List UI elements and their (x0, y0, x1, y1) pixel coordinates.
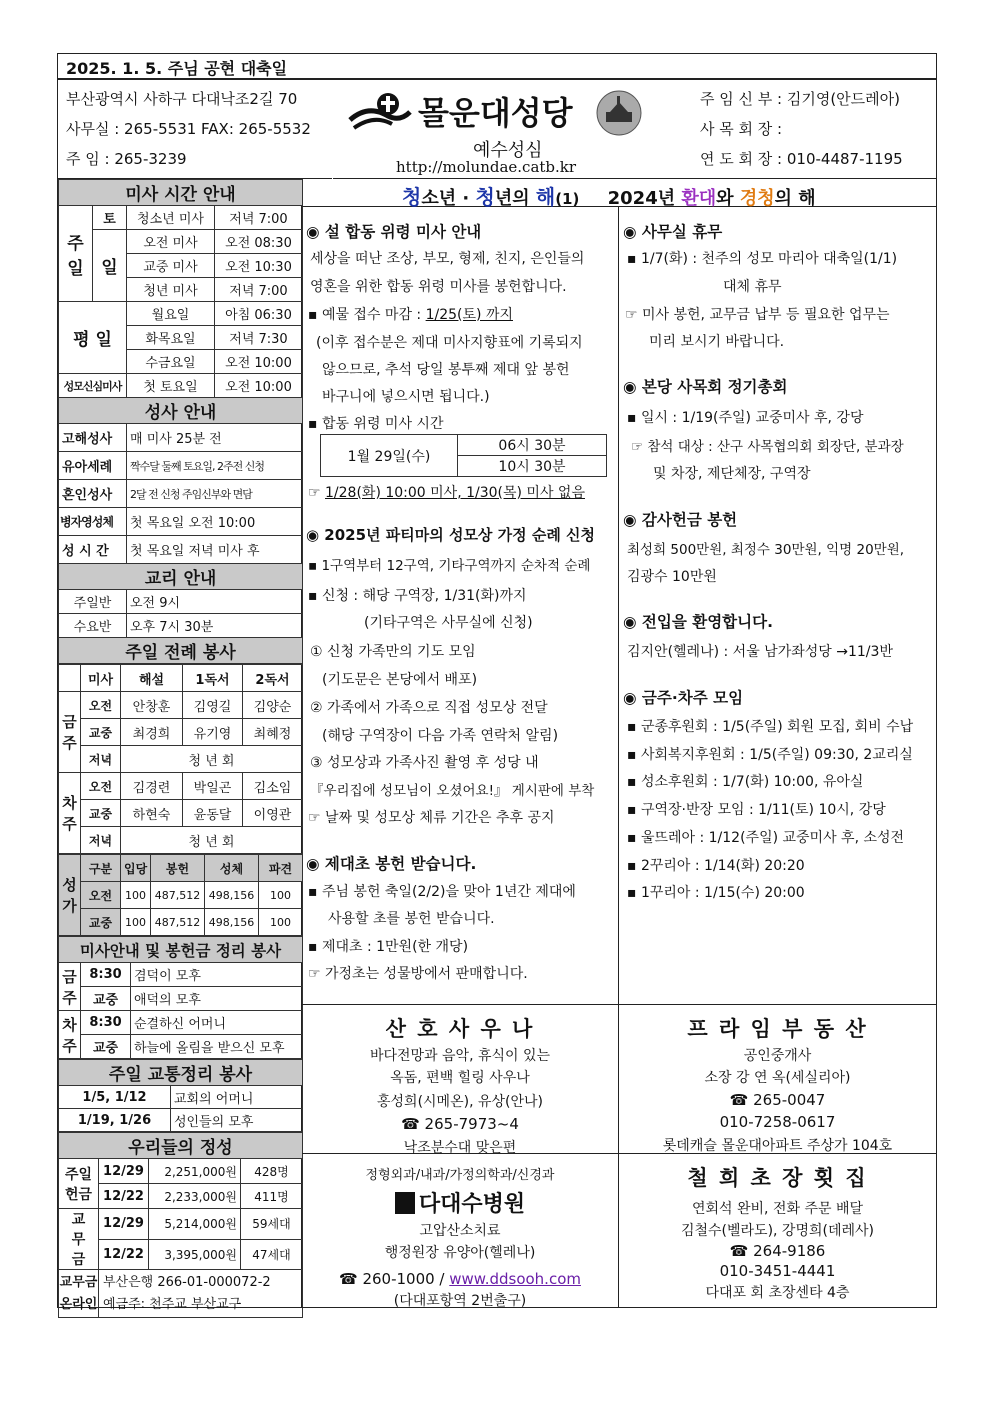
online-label: 교무금 온라인 (59, 1270, 99, 1318)
offering-amount: 2,233,000원 (149, 1184, 241, 1209)
website-url[interactable]: http://molundae.catb.kr (396, 158, 577, 176)
ad-realty (619, 1004, 937, 1154)
mass-time: 오전 10:30 (215, 254, 303, 278)
church-name: 몰운대성당 (418, 94, 573, 132)
ad-line: 바다전망과 음악, 휴식이 있는 (369, 1048, 551, 1064)
memorial-date: 1월 29일(수) (321, 435, 458, 477)
theme-part: 환대 (681, 188, 717, 209)
ad-phone: ☎ 265-7973~4 (401, 1115, 519, 1133)
theme-part: 2024년 (607, 188, 682, 209)
liturgy-name: 박일곤 (183, 773, 243, 800)
section-fatima: ◉ 2025년 파티마의 성모상 가정 순례 신청 (306, 526, 596, 544)
header (57, 79, 937, 179)
traffic-table (58, 1059, 303, 1132)
text-line: (해당 구역장이 다음 가족 연락처 알림) (322, 728, 559, 744)
choir-number: 487,512 (151, 882, 205, 909)
liturgy-head: 2독서 (243, 665, 303, 692)
liturgy-name: 최혜정 (243, 719, 303, 746)
hospital-logo-icon (395, 1192, 415, 1214)
usher-mass: 교중 (81, 987, 131, 1011)
text-line: ▪ 1/7(화) : 천주의 성모 마리아 대축일(1/1) (627, 251, 898, 267)
mass-name: 청소년 미사 (127, 206, 215, 230)
church-logo-icon (348, 90, 412, 134)
sacrament-title: 성사 안내 (59, 398, 303, 424)
mass-name: 월요일 (127, 302, 215, 326)
account-holder: 예금주: 천주교 부산교구 (103, 1296, 242, 1312)
offering-amount: 3,395,000원 (149, 1239, 241, 1270)
choir-head: 입당 (121, 855, 151, 882)
text-line: 미리 보시기 바랍니다. (649, 334, 785, 350)
sacrament-info: 첫 목요일 오전 10:00 (127, 508, 303, 536)
catechism-time: 오후 7시 30분 (127, 614, 303, 638)
this-week-label: 금주 (59, 692, 81, 773)
text-line: (기도문은 본당에서 배포) (322, 672, 478, 688)
date-line: 2025. 1. 5. 주님 공현 대축일 (66, 59, 288, 78)
address: 부산광역시 사하구 다대낙조2길 70 (66, 90, 298, 108)
sacrament-name: 유아세례 (59, 452, 127, 480)
sacrament-name: 성 시 간 (59, 536, 127, 564)
sunday-offering-label: 주일 헌금 (59, 1159, 99, 1209)
theme-part: 소년 · (421, 188, 476, 209)
choir-label: 성가 (59, 855, 81, 936)
mass-name: 청년 미사 (127, 278, 215, 302)
ad-phone: ☎ 265-0047 (729, 1091, 826, 1109)
ad-line: 다대포 회 초장센타 4층 (705, 1285, 850, 1301)
catechism-time: 오전 9시 (127, 590, 303, 614)
next-week-label: 차주 (59, 1011, 81, 1059)
traffic-date: 1/5, 1/12 (59, 1086, 171, 1109)
ad-line: 행정원장 유양아(헬레나) (384, 1245, 536, 1261)
mass-name: 화목요일 (127, 326, 215, 350)
usher-group: 겸덕이 모후 (131, 963, 303, 987)
text-line: 『우리집에 성모님이 오셨어요!』 게시판에 부착 (310, 783, 595, 799)
choir-number: 487,512 (151, 909, 205, 936)
sat-label: 토 (93, 206, 127, 230)
text-line: ▪ 예물 접수 마감 : (308, 307, 426, 323)
theme-text (402, 181, 816, 210)
left-column (57, 179, 302, 1312)
mass-time: 저녁 7:00 (215, 206, 303, 230)
special-mass-label: 성모신심미사 (59, 374, 127, 398)
mass-name: 교중 미사 (127, 254, 215, 278)
text-line: ☞ 가정초는 성물방에서 판매합니다. (308, 966, 528, 982)
liturgy-head: 1독서 (183, 665, 243, 692)
offering-count: 411명 (241, 1184, 303, 1209)
section-general-meeting: ◉ 본당 사목회 정기총회 (623, 378, 788, 396)
offering-count: 428명 (241, 1159, 303, 1184)
sacrament-name: 고해성사 (59, 424, 127, 452)
sauna-name: 산 호 사 우 나 (385, 1017, 535, 1041)
text-line: ☞ 날짜 및 성모상 체류 기간은 추후 공지 (308, 810, 555, 826)
mass-label: 교중 (81, 719, 121, 746)
this-week-label: 금주 (59, 963, 81, 1011)
church-building-icon (596, 90, 642, 136)
theme-part: 경청 (739, 188, 775, 209)
text-line: 최성희 500만원, 최정수 30만원, 익명 20만원, (627, 542, 905, 558)
right-column (619, 207, 937, 1004)
text-line: 세상을 떠난 조상, 부모, 형제, 친지, 은인들의 (310, 251, 585, 267)
liturgy-name: 최경희 (121, 719, 183, 746)
text-line: 및 차장, 제단체장, 구역장 (653, 466, 811, 482)
usher-mass: 교중 (81, 1035, 131, 1059)
ad-line: 홍성희(시메온), 유상(안나) (377, 1094, 543, 1110)
text-line: ① 신청 가족만의 기도 모임 (310, 644, 476, 660)
ad-line: 낙조분수대 맞은편 (403, 1140, 517, 1156)
deadline: 1/25(토) 까지 (425, 307, 513, 323)
ad-phone: 010-7258-0617 (719, 1113, 836, 1131)
offering-date: 12/22 (99, 1239, 149, 1270)
offering-date: 12/29 (99, 1209, 149, 1240)
mass-time: 저녁 7:00 (215, 278, 303, 302)
text-line: 김지안(헬레나) : 서울 남가좌성당 →11/3반 (627, 644, 893, 660)
theme-bar (302, 179, 937, 207)
meeting-item: ▪ 성소후원회 : 1/7(화) 10:00, 유아실 (627, 774, 864, 790)
usher-mass: 8:30 (81, 1011, 131, 1035)
mass-label: 오전 (81, 773, 121, 800)
catechism-title: 교리 안내 (59, 564, 303, 590)
restaurant-name: 철 희 초 장 횟 집 (687, 1166, 868, 1190)
hospital-name: 다대수병원 (418, 1192, 526, 1217)
mass-time: 오전 10:00 (215, 350, 303, 374)
text-line: 김광수 10만원 (627, 569, 717, 585)
pastor: 주 임 신 부 : 김기영(안드레아) (700, 90, 900, 108)
traffic-group: 교회의 어머니 (171, 1086, 303, 1109)
mass-name: 오전 미사 (127, 230, 215, 254)
traffic-date: 1/19, 1/26 (59, 1109, 171, 1132)
sunday-label: 주 일 (59, 206, 93, 302)
yeondo-president: 연 도 회 장 : 010-4487-1195 (700, 150, 903, 168)
section-meetings: ◉ 금주·차주 모임 (623, 689, 744, 707)
choir-mass: 교중 (81, 909, 121, 936)
theme-part: (1) (555, 190, 580, 208)
liturgy-name: 유기영 (183, 719, 243, 746)
meeting-item: ▪ 군종후원회 : 1/5(주일) 회원 모집, 회비 수납 (627, 719, 914, 735)
meeting-item: ▪ 2꾸리아 : 1/14(화) 20:20 (627, 858, 805, 874)
memorial-time-table (320, 434, 607, 477)
liturgy-name: 김소임 (243, 773, 303, 800)
liturgy-title: 주일 전례 봉사 (59, 638, 303, 664)
liturgy-name: 청 년 회 (121, 827, 303, 854)
section-thanks-offering: ◉ 감사헌금 봉헌 (623, 511, 738, 529)
ad-line: 옥돔, 편백 힐링 사우나 (390, 1070, 530, 1086)
text-line: ② 가족에서 가족으로 직접 성모상 전달 (310, 700, 548, 716)
liturgy-name: 안창훈 (121, 692, 183, 719)
ad-line: 공인중개사 (743, 1048, 812, 1064)
liturgy-name: 이영관 (243, 800, 303, 827)
section-office-closed: ◉ 사무실 휴무 (623, 223, 723, 241)
catechism-class: 주일반 (59, 590, 127, 614)
liturgy-head: 미사 (81, 665, 121, 692)
offering-amount: 5,214,000원 (149, 1209, 241, 1240)
usher-group: 하늘에 올림을 받으신 모후 (131, 1035, 303, 1059)
theme-part: 해 (535, 185, 556, 209)
choir-number: 498,156 (205, 882, 259, 909)
sacrament-info: 매 미사 25분 전 (127, 424, 303, 452)
text-line: 사용할 초를 봉헌 받습니다. (328, 911, 495, 927)
meeting-item: ▪ 구역장·반장 모임 : 1/11(토) 10시, 강당 (627, 802, 886, 818)
usher-group: 애덕의 모후 (131, 987, 303, 1011)
section-altar-candle: ◉ 제대초 봉헌 받습니다. (306, 855, 477, 873)
choir-head: 봉헌 (151, 855, 205, 882)
mass-label: 교중 (81, 800, 121, 827)
traffic-group: 성인들의 모후 (171, 1109, 303, 1132)
mass-label: 저녁 (81, 827, 121, 854)
priest-phone: 주 임 : 265-3239 (66, 150, 187, 168)
ad-phone: 010-3451-4441 (719, 1262, 836, 1280)
sacrament-info: 짝수달 둘째 토요일, 2주전 신청 (127, 452, 303, 480)
offering-date: 12/22 (99, 1184, 149, 1209)
patron: 예수성심 (473, 140, 543, 161)
hospital-website-link[interactable]: www.ddsooh.com (449, 1270, 581, 1288)
offering-table (58, 1132, 303, 1318)
ad-line: (다대포항역 2번출구) (393, 1293, 527, 1309)
theme-part: 와 (716, 188, 740, 209)
mass-time: 아침 06:30 (215, 302, 303, 326)
date-bar (57, 53, 937, 79)
ad-line: 고압산소치료 (419, 1223, 501, 1239)
choir-number: 100 (121, 909, 151, 936)
ad-sauna (302, 1004, 619, 1154)
left-table (58, 179, 303, 664)
council-president: 사 목 회 장 : (700, 120, 783, 138)
text-line: ☞ 미사 봉헌, 교무금 납부 등 필요한 업무는 (625, 307, 890, 323)
ad-phone: ☎ 260-1000 / (339, 1270, 450, 1288)
text-line: ▪ 합동 위령 미사 시간 (308, 416, 444, 432)
dues-label: 교무금 (59, 1209, 99, 1270)
choir-table (58, 854, 303, 936)
weekday-label: 평 일 (59, 302, 127, 374)
meeting-item: ▪ 1꾸리아 : 1/15(수) 20:00 (627, 885, 805, 901)
choir-head: 구분 (81, 855, 121, 882)
choir-mass: 오전 (81, 882, 121, 909)
text-line: ▪ 제대초 : 1만원(한 개당) (308, 939, 469, 955)
offering-amount: 2,251,000원 (149, 1159, 241, 1184)
theme-part: 의 해 (774, 188, 816, 209)
sacrament-info: 2달 전 신청 주임신부와 면담 (127, 480, 303, 508)
header-divider (332, 80, 333, 180)
sacrament-name: 혼인성사 (59, 480, 127, 508)
section-welcome: ◉ 전입을 환영합니다. (623, 613, 773, 631)
text-line: (기타구역은 사무실에 신청) (364, 615, 533, 631)
choir-number: 100 (121, 882, 151, 909)
liturgy-head: 해설 (121, 665, 183, 692)
section-memorial-mass: ◉ 설 합동 위령 미사 안내 (306, 223, 482, 241)
offering-date: 12/29 (99, 1159, 149, 1184)
realty-name: 프 라 임 부 동 산 (687, 1017, 868, 1041)
bank-account: 부산은행 266-01-000072-2 (103, 1274, 271, 1290)
mass-name: 수금요일 (127, 350, 215, 374)
pointer-icon: ☞ (308, 485, 326, 501)
liturgy-name: 하현숙 (121, 800, 183, 827)
mass-time: 저녁 7:30 (215, 326, 303, 350)
office-phone: 사무실 : 265-5531 FAX: 265-5532 (66, 120, 311, 138)
theme-part: 년의 (494, 188, 536, 209)
meeting-item: ▪ 사회복지후원회 : 1/5(주일) 09:30, 2교리실 (627, 747, 913, 763)
liturgy-name: 김경련 (121, 773, 183, 800)
memorial-time: 10시 30분 (458, 456, 607, 477)
text-line: ▪ 일시 : 1/19(주일) 교중미사 후, 강당 (627, 410, 864, 426)
mass-name: 첫 토요일 (127, 374, 215, 398)
liturgy-name: 청 년 회 (121, 746, 303, 773)
choir-number: 498,156 (205, 909, 259, 936)
ad-line: 연회석 완비, 전화 주문 배달 (691, 1201, 863, 1217)
liturgy-name: 김양순 (243, 692, 303, 719)
next-week-label: 차주 (59, 773, 81, 854)
sacrament-info: 첫 목요일 저녁 미사 후 (127, 536, 303, 564)
choir-number: 100 (259, 909, 303, 936)
text-line: ▪ 신청 : 해당 구역장, 1/31(화)까지 (308, 588, 527, 604)
ad-hospital (302, 1154, 619, 1308)
offering-count: 59세대 (241, 1209, 303, 1240)
ad-line: 정형외과/내과/가정의학과/신경과 (365, 1168, 555, 1183)
liturgy-table (58, 664, 303, 854)
text-line: ▪ 주님 봉헌 축일(2/2)을 맞아 1년간 제대에 (308, 884, 576, 900)
mass-time: 오전 10:00 (215, 374, 303, 398)
text-line: ☞ 참석 대상 : 산구 사목협의회 회장단, 분과장 (631, 439, 904, 455)
text-line: 영혼을 위한 합동 위령 미사를 봉헌합니다. (310, 279, 567, 295)
ad-line: 소장 강 연 옥(세실리아) (704, 1070, 851, 1086)
theme-part: 청 (475, 185, 495, 209)
choir-head: 성체 (205, 855, 259, 882)
ad-line: 김철수(벨라도), 강명희(데레사) (680, 1223, 875, 1239)
usher-table (58, 936, 303, 1059)
text-line: 않으므로, 추석 당일 봉투째 제대 앞 봉헌 (322, 362, 570, 378)
mass-label: 저녁 (81, 746, 121, 773)
no-mass-notice: 1/28(화) 10:00 미사, 1/30(목) 미사 없음 (325, 485, 585, 501)
mass-time: 오전 08:30 (215, 230, 303, 254)
liturgy-name: 김영길 (183, 692, 243, 719)
choir-head: 파견 (259, 855, 303, 882)
theme-part: 청 (402, 185, 422, 209)
sun-label: 일 (93, 230, 127, 302)
text-line: (이후 접수분은 제대 미사지향표에 기록되지 (316, 335, 583, 351)
middle-column (302, 207, 619, 1004)
choir-number: 100 (259, 882, 303, 909)
offering-count: 47세대 (241, 1239, 303, 1270)
text-line: ③ 성모상과 가족사진 촬영 후 성당 내 (310, 755, 539, 771)
liturgy-name: 윤동달 (183, 800, 243, 827)
text-line: 대체 휴무 (723, 279, 782, 295)
mass-title: 미사 시간 안내 (59, 180, 303, 206)
traffic-title: 주일 교통정리 봉사 (59, 1060, 303, 1086)
usher-mass: 8:30 (81, 963, 131, 987)
usher-group: 순결하신 어머니 (131, 1011, 303, 1035)
usher-title: 미사안내 및 봉헌금 정리 봉사 (59, 937, 303, 963)
catechism-class: 수요반 (59, 614, 127, 638)
memorial-time: 06시 30분 (458, 435, 607, 456)
text-line: 바구니에 넣으시면 됩니다.) (322, 389, 490, 405)
ad-phone: ☎ 264-9186 (729, 1242, 826, 1260)
text-line: ▪ 1구역부터 12구역, 기타구역까지 순차적 순례 (308, 558, 591, 574)
ad-line: 롯데캐슬 몰운대아파트 주상가 104호 (662, 1138, 893, 1154)
sacrament-name: 병자영성체 (59, 508, 127, 536)
meeting-item: ▪ 울뜨레아 : 1/12(주일) 교중미사 후, 소성전 (627, 830, 905, 846)
ad-restaurant (619, 1154, 937, 1308)
mass-label: 오전 (81, 692, 121, 719)
offering-title: 우리들의 정성 (59, 1133, 303, 1159)
